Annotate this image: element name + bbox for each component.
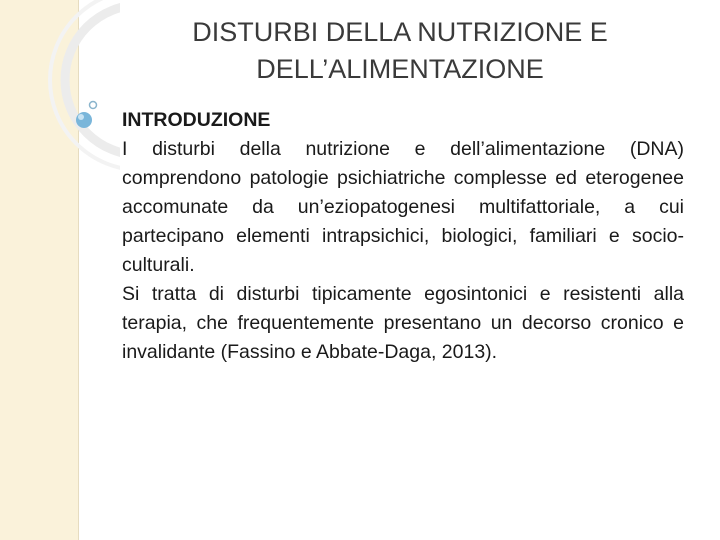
side-decoration-panel [0, 0, 79, 540]
slide-title: DISTURBI DELLA NUTRIZIONE E DELL’ALIMENTAZIONE [192, 17, 608, 84]
section-heading: INTRODUZIONE [122, 109, 271, 131]
slide-body [122, 106, 684, 367]
paragraph-introduction: I disturbi della nutrizione e dell’alimentazione (DNA) comprendono patologie psichiatriche complesse ed eterogenee accomunate da un’eziopatogenesi multifattoriale, a cui partecipano elementi intrapsichici, biologici, familiari e socio-culturali. [122, 138, 684, 276]
small-ring-decoration [90, 102, 97, 109]
paragraph-characteristics: Si tratta di disturbi tipicamente egosintonici e resistenti alla terapia, che frequentemente presentano un decorso cronico e invalidante (Fassino e Abbate-Daga, 2013). [122, 283, 684, 363]
